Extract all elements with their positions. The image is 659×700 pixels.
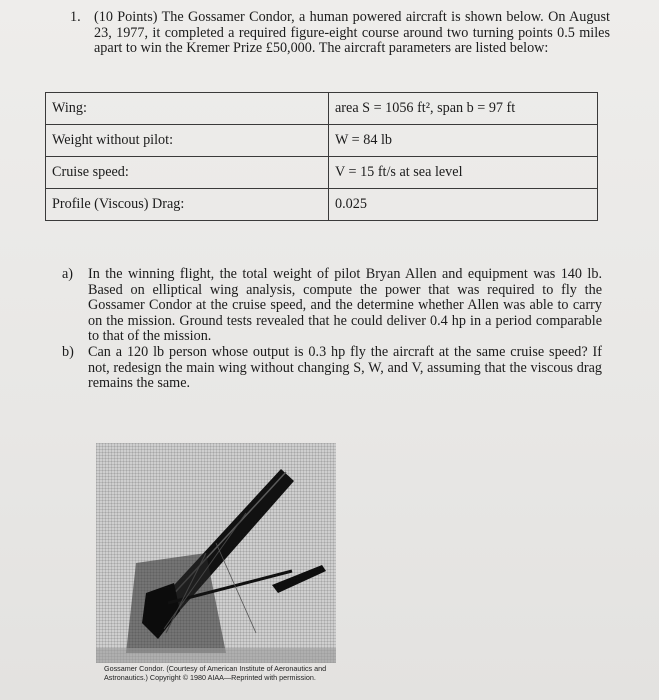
problem-number: 1. — [70, 9, 81, 25]
parameter-label: Wing: — [46, 93, 329, 125]
question-label: b) — [62, 343, 74, 360]
gossamer-condor-photo — [96, 443, 336, 663]
caption-line: Gossamer Condor. (Courtesy of American Institute of Aeronautics and — [104, 664, 327, 673]
question-text: In the winning flight, the total weight of pilot Bryan Allen and equipment was 140 lb. Based on elliptical wing analysis, compute the power that was required to fly the Gossamer Condor at the cruise speed, and the determine whether Allen was able to carry on the mission. Ground tests revealed that he could deliver 0.4 hp in a period comparable to that of the mission. — [88, 266, 602, 345]
question-b — [62, 345, 602, 392]
canard-shape — [272, 565, 326, 593]
parameter-value: 0.025 — [329, 189, 598, 221]
problem-text: (10 Points) The Gossamer Condor, a human powered aircraft is shown below. On August 23, 1977, it completed a required figure-eight course around two turning points 0.5 miles apart to win the Kremer Prize £50,000. The aircraft parameters are listed below: — [94, 9, 610, 56]
table-row — [46, 157, 598, 189]
question-text: Can a 120 lb person whose output is 0.3 hp fly the aircraft at the same cruise speed? If not, redesign the main wing without changing S, W, and V, assuming that the viscous drag remains the same. — [88, 343, 602, 392]
question-label: a) — [62, 266, 74, 282]
caption-line: Astronautics.) Copyright © 1980 AIAA—Reprinted with permission. — [104, 673, 316, 682]
table-row — [46, 125, 598, 157]
problem-statement — [70, 10, 610, 57]
table-row — [46, 93, 598, 125]
table-row — [46, 189, 598, 221]
parameter-value: W = 84 lb — [329, 125, 598, 157]
parameter-value: area S = 1056 ft², span b = 97 ft — [329, 93, 598, 125]
parameter-label: Profile (Viscous) Drag: — [46, 189, 329, 221]
aircraft-figure — [96, 443, 340, 693]
questions-list — [62, 267, 602, 392]
ground-strip — [96, 648, 336, 663]
question-a — [62, 267, 602, 345]
parameter-label: Cruise speed: — [46, 157, 329, 189]
parameters-table — [45, 92, 598, 221]
figure-caption — [104, 664, 340, 682]
parameter-label: Weight without pilot: — [46, 125, 329, 157]
parameter-value: V = 15 ft/s at sea level — [329, 157, 598, 189]
aircraft-image — [96, 443, 336, 663]
